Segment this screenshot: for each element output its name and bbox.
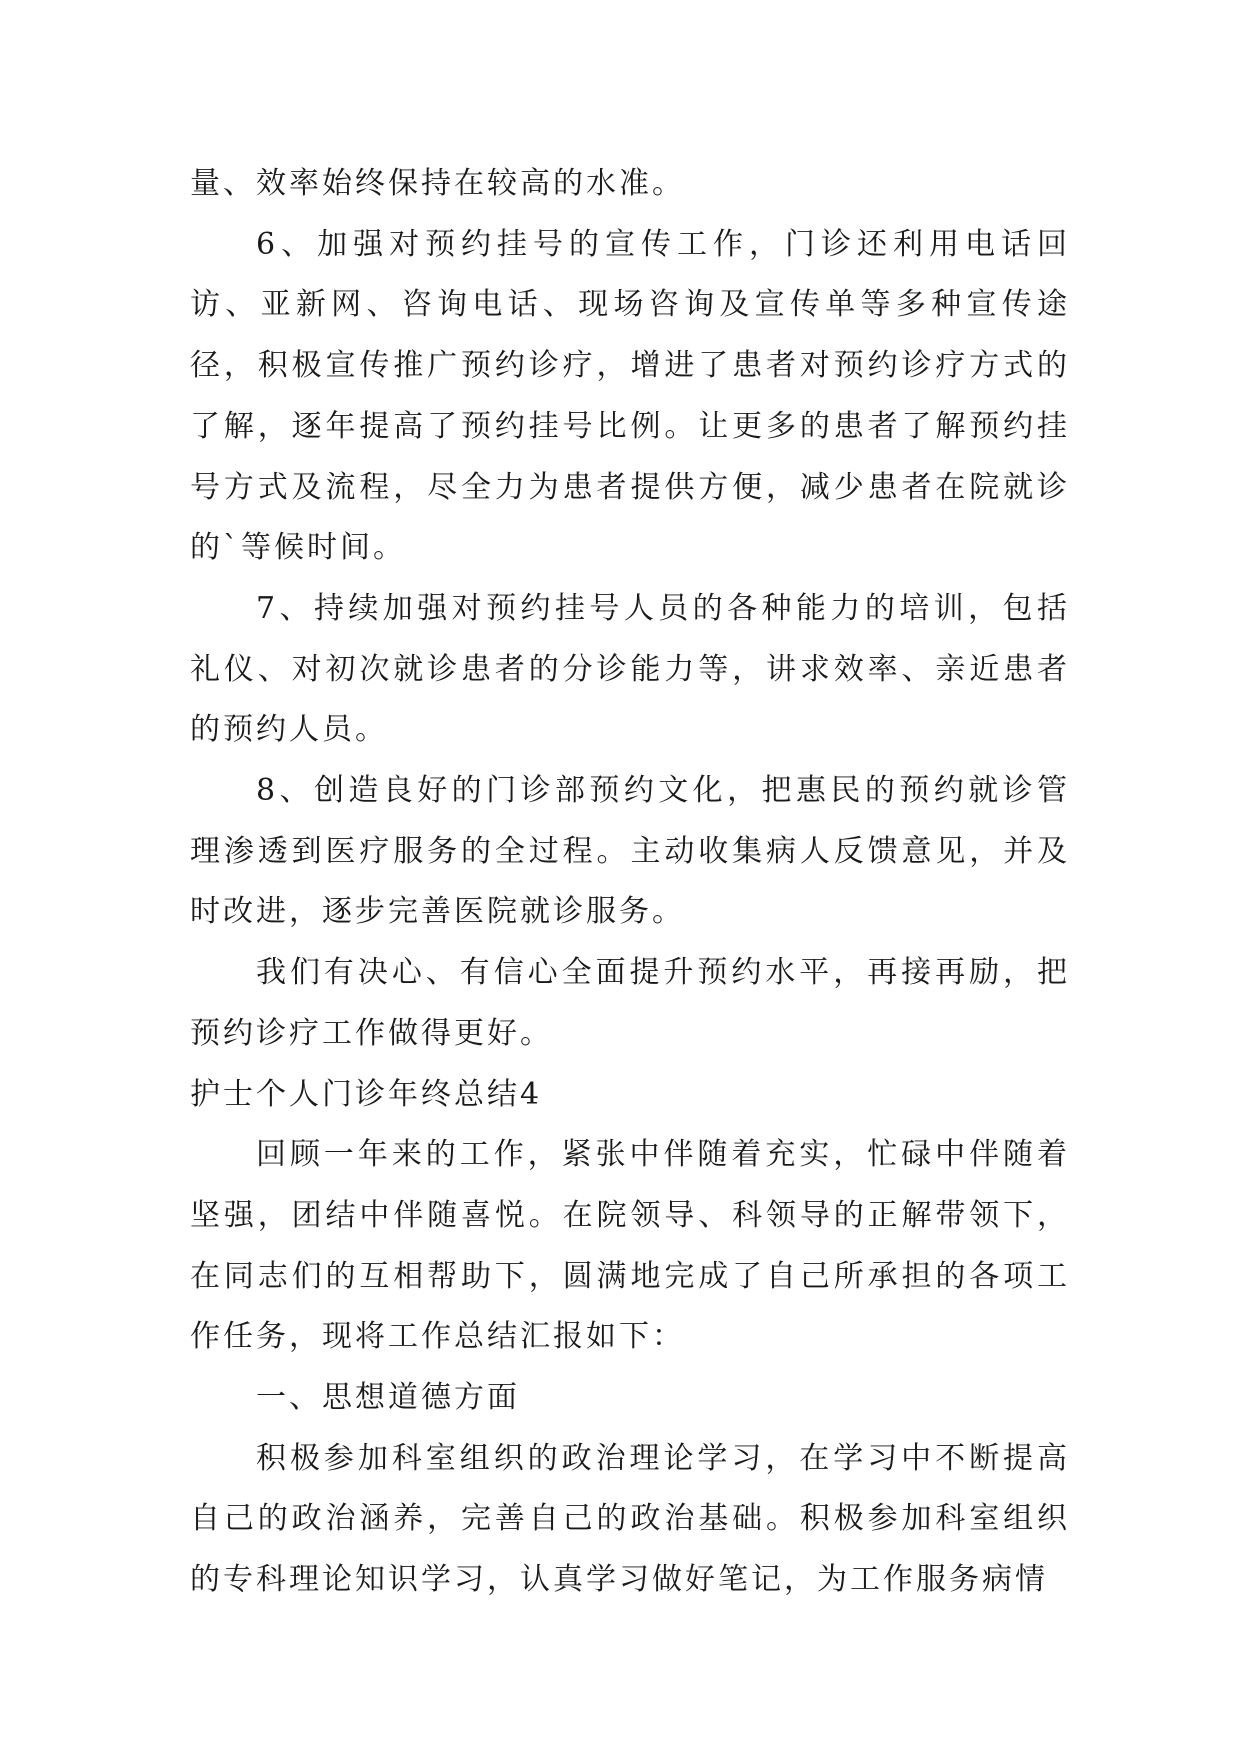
paragraph-ideology: 积极参加科室组织的政治理论学习，在学习中不断提高自己的政治涵养，完善自己的政治基础。积极参加科室组织的专科理论知识学习，认真学习做好笔记，为工作服务病情: [190, 1440, 1070, 1598]
paragraph-item-8: 8、创造良好的门诊部预约文化，把惠民的预约就诊管理渗透到医疗服务的全过程。主动收集病人反馈意见，并及时改进，逐步完善医院就诊服务。: [190, 773, 1070, 930]
paragraph-intro: 回顾一年来的工作，紧张中伴随着充实，忙碌中伴随着坚强，团结中伴随喜悦。在院领导、科领导的正解带领下，在同志们的互相帮助下，圆满地完成了自己所承担的各项工作任务，现将工作总结汇报如下：: [190, 1137, 1070, 1355]
paragraph-continuation: 量、效率始终保持在较高的水准。: [190, 166, 685, 201]
paragraph-conclusion: 我们有决心、有信心全面提升预约水平，再接再励，把预约诊疗工作做得更好。: [190, 955, 1070, 1051]
document-body: [190, 154, 1070, 1611]
paragraph-item-7: 7、持续加强对预约挂号人员的各种能力的培训，包括礼仪、对初次就诊患者的分诊能力等，讲求效率、亲近患者的预约人员。: [190, 590, 1070, 748]
section-heading: 护士个人门诊年终总结4: [190, 1076, 543, 1112]
paragraph-item-6: 6、加强对预约挂号的宣传工作，门诊还利用电话回访、亚新网、咨询电话、现场咨询及宣传单等多种宣传途径，积极宣传推广预约诊疗，增进了患者对预约诊疗方式的了解，逐年提高了预约挂号比例。让更多的患者了解预约挂号方式及流程，尽全力为患者提供方便，减少患者在院就诊的`等候时间。: [190, 226, 1070, 566]
subheading-ideology: 一、思想道德方面: [256, 1380, 520, 1416]
